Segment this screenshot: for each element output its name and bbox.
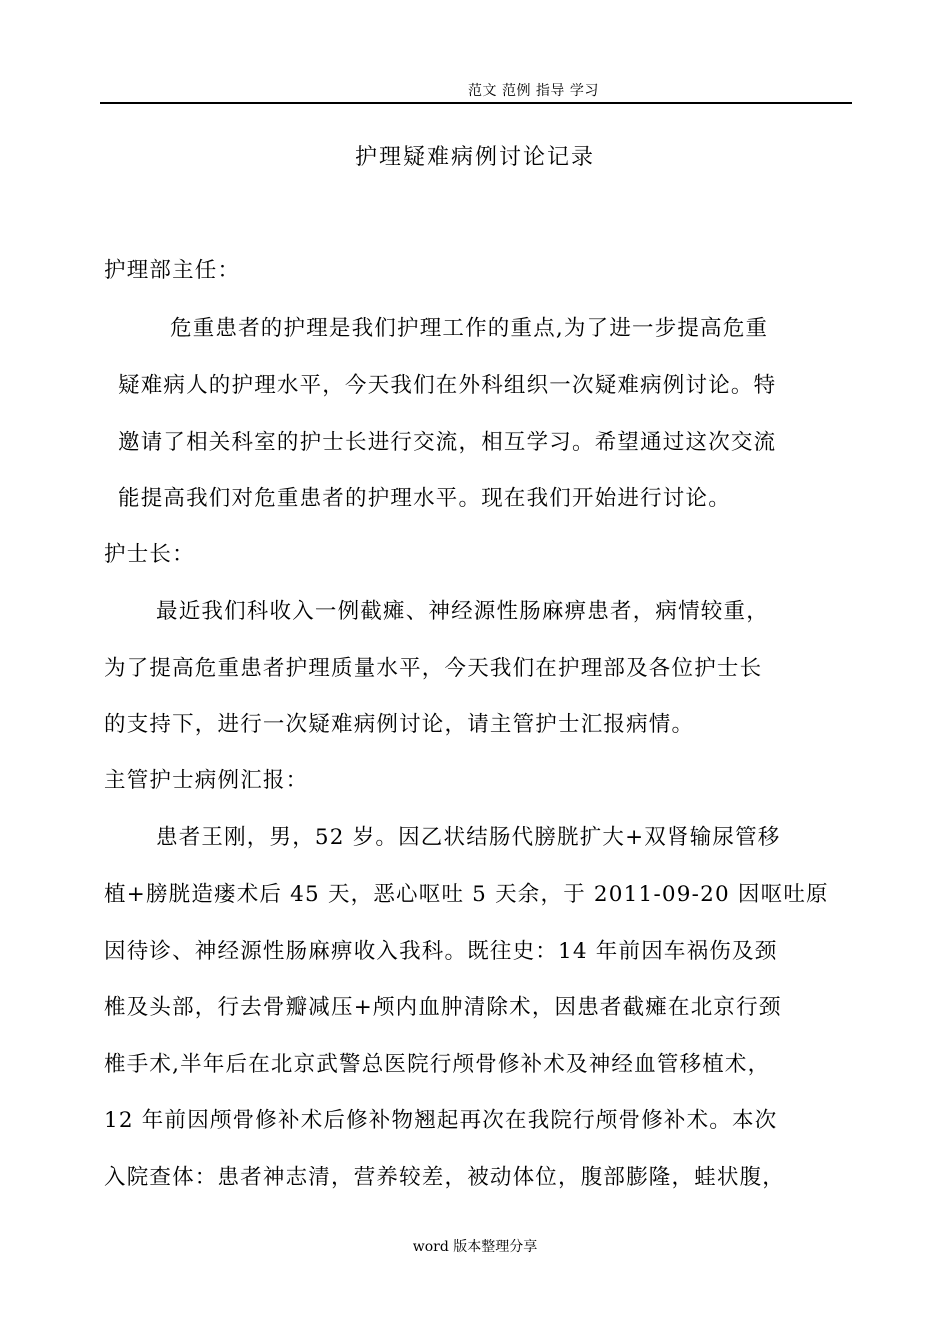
paragraph-line: 椎手术,半年后在北京武警总医院行颅骨修补术及神经血管移植术， xyxy=(104,1052,771,1077)
page-footer: word 版本整理分享 xyxy=(412,1239,538,1255)
paragraph-line: 椎及头部，行去骨瓣减压+颅内血肿清除术，因患者截瘫在北京行颈 xyxy=(104,995,782,1020)
paragraph-line: 12 年前因颅骨修补术后修补物翘起再次在我院行颅骨修补术。本次 xyxy=(104,1108,778,1133)
speaker-label-head-nurse: 护士长： xyxy=(104,542,195,567)
paragraph-line: 最近我们科收入一例截瘫、神经源性肠麻痹患者，病情较重， xyxy=(156,599,769,624)
paragraph-line: 植+膀胱造瘘术后 45 天，恶心呕吐 5 天余，于 2011-09-20 因呕吐原 xyxy=(104,882,829,907)
paragraph-line: 因待诊、神经源性肠麻痹收入我科。既往史：14 年前因车祸伤及颈 xyxy=(104,939,778,964)
header-text: 范文 范例 指导 学习 xyxy=(468,83,599,99)
paragraph-line: 邀请了相关科室的护士长进行交流，相互学习。希望通过这次交流 xyxy=(118,430,777,455)
paragraph-line: 的支持下，进行一次疑难病例讨论，请主管护士汇报病情。 xyxy=(104,712,695,737)
paragraph-line: 能提高我们对危重患者的护理水平。现在我们开始进行讨论。 xyxy=(118,486,731,511)
paragraph-line: 危重患者的护理是我们护理工作的重点,为了进一步提高危重 xyxy=(170,316,769,341)
paragraph-line: 入院查体：患者神志清，营养较差，被动体位，腹部膨隆，蛙状腹， xyxy=(104,1165,786,1190)
paragraph-line: 患者王刚，男，52 岁。因乙状结肠代膀胱扩大+双肾输尿管移 xyxy=(156,825,781,850)
speaker-label-charge-nurse: 主管护士病例汇报： xyxy=(104,768,309,793)
paragraph-line: 疑难病人的护理水平，今天我们在外科组织一次疑难病例讨论。特 xyxy=(118,373,777,398)
document-title: 护理疑难病例讨论记录 xyxy=(354,145,595,170)
page-header xyxy=(100,78,852,104)
paragraph-line: 为了提高危重患者护理质量水平，今天我们在护理部及各位护士长 xyxy=(104,656,763,681)
speaker-label-nursing-director: 护理部主任： xyxy=(104,258,241,283)
